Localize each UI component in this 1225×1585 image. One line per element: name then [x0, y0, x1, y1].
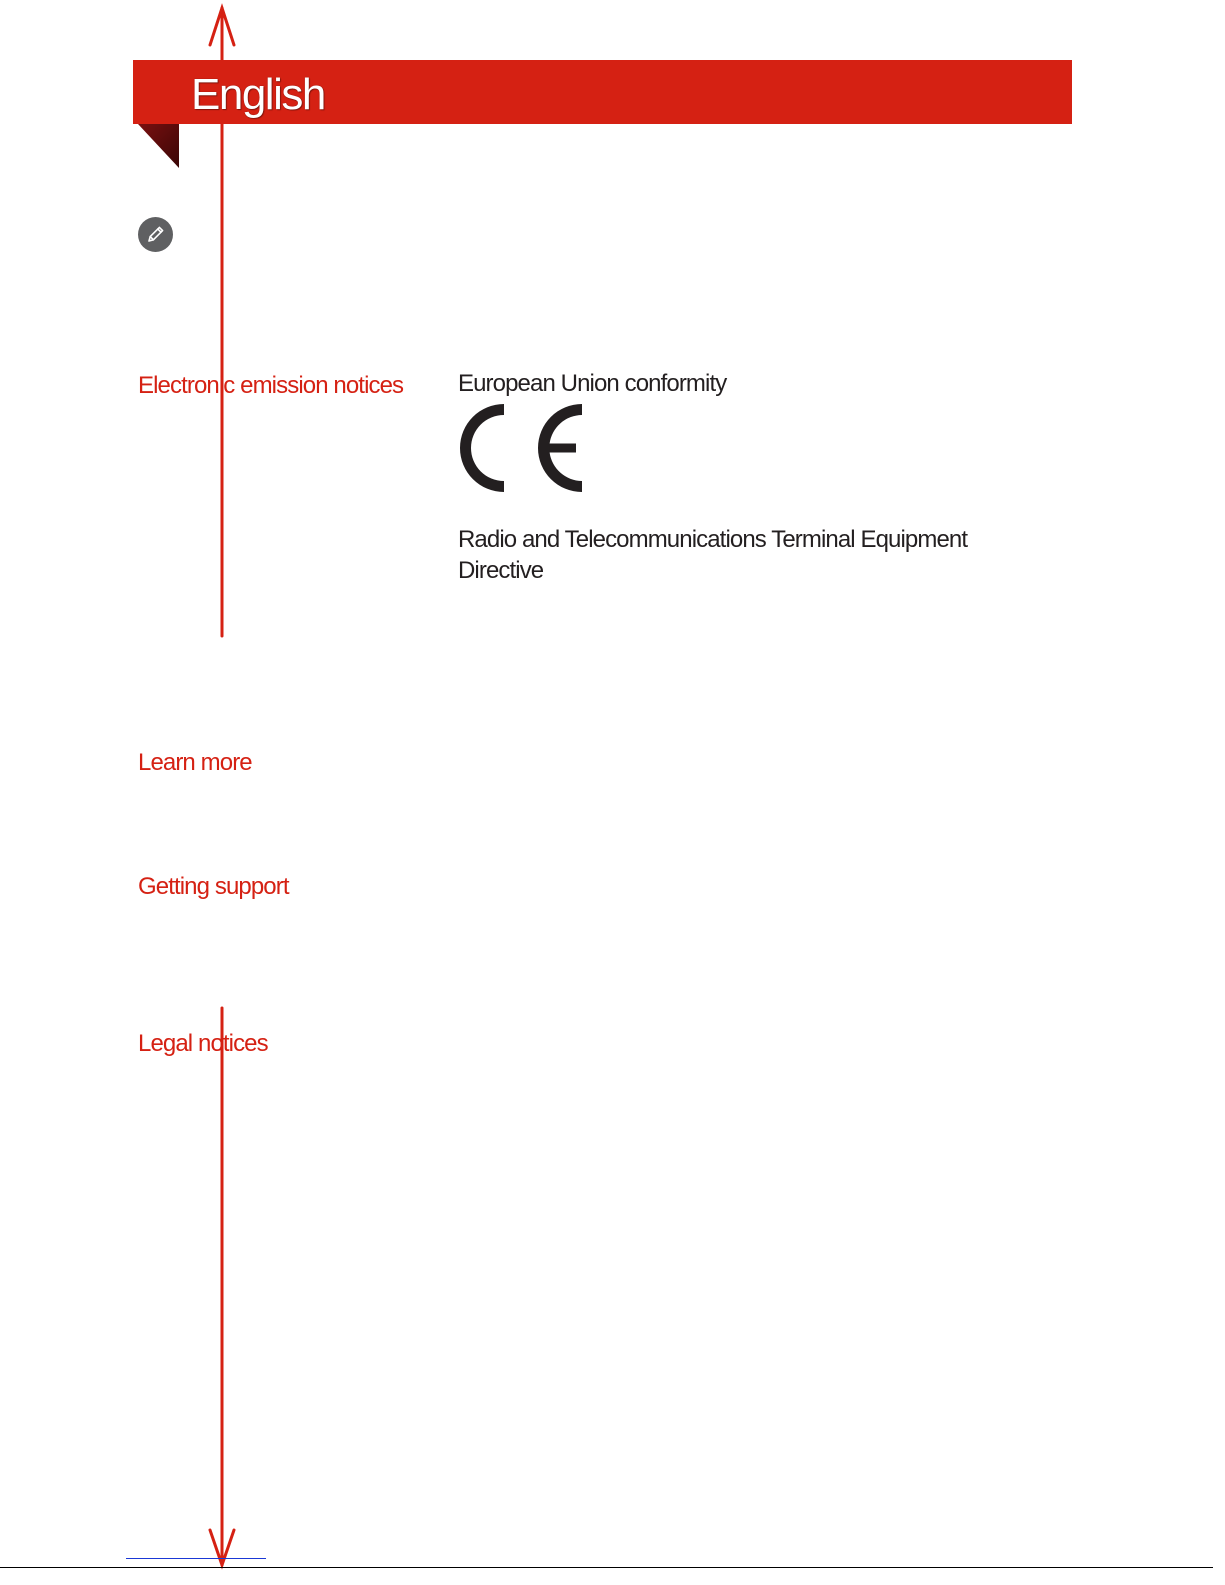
page-title: English	[191, 70, 325, 119]
footer-link-underline	[126, 1558, 266, 1559]
language-banner	[133, 60, 1072, 124]
ce-mark-icon	[458, 402, 588, 494]
banner-fold-corner	[138, 124, 179, 168]
eu-conformity-heading: European Union conformity	[458, 370, 727, 397]
section-heading-electronic-emission: Electronic emission notices	[138, 372, 404, 399]
footer-divider	[0, 1567, 1213, 1568]
rtte-directive-heading: Radio and Telecommunications Terminal Equipment Directive	[458, 526, 968, 584]
section-heading-getting-support: Getting support	[138, 873, 289, 900]
section-heading-learn-more: Learn more	[138, 749, 252, 776]
pencil-icon	[138, 217, 173, 252]
section-heading-legal-notices: Legal notices	[138, 1030, 268, 1057]
